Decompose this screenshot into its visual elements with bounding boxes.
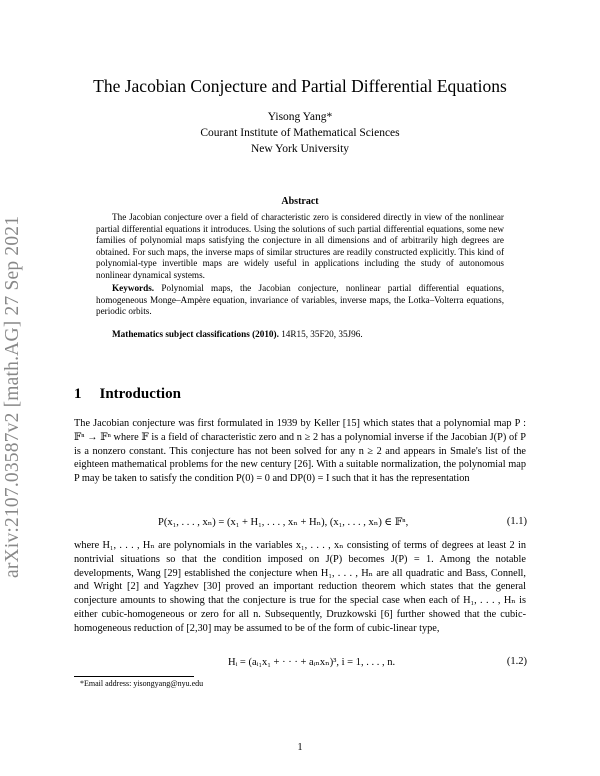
equation-1-1: P(x₁, . . . , xₙ) = (x₁ + H₁, . . . , xₙ + Hₙ), (x₁, . . . , xₙ) ∈ 𝔽ⁿ, bbox=[158, 517, 409, 528]
keywords-text: Polynomial maps, the Jacobian conjecture, nonlinear partial differential equations, homogeneous Monge–Ampère equation, invariance of variables, inverse maps, the Lotka–Volterra equations, periodic orbits. bbox=[96, 283, 505, 317]
page-number: 1 bbox=[297, 742, 303, 753]
footnote-email[interactable]: *Email address: yisongyang@nyu.edu bbox=[80, 679, 204, 688]
msc-label: Mathematics subject classifications (2010). bbox=[112, 329, 279, 339]
abstract-heading: Abstract bbox=[281, 196, 319, 207]
intro-paragraph-1: The Jacobian conjecture was first formulated in 1939 by Keller [15] which states that a polynomial map P : 𝔽ⁿ → 𝔽ⁿ where 𝔽 is a field of characteristic zero and n ≥ 2 has a polynomial inverse if the Jacobian J(P) of P is a nonzero constant. This conjecture has not been solved for any n ≥ 2 and appears in Smale's list of the eighteen mathematical problems for the new century [26]. With a suitable normalization, the polynomial map P may be taken to satisfy the condition P(0) = 0 and DP(0) = I such that it has the representation bbox=[74, 418, 526, 485]
section-title: Introduction bbox=[99, 386, 181, 402]
footnote-rule bbox=[74, 676, 194, 677]
keywords-block bbox=[96, 283, 504, 318]
section-number: 1 bbox=[74, 386, 82, 402]
msc-block bbox=[96, 329, 504, 341]
author-affiliation-1: Courant Institute of Mathematical Sciences bbox=[200, 127, 400, 139]
equation-1-1-number: (1.1) bbox=[506, 516, 527, 527]
equation-1-2-number: (1.2) bbox=[506, 656, 527, 667]
keywords-label: Keywords. bbox=[112, 283, 155, 293]
abstract-text: The Jacobian conjecture over a field of characteristic zero is considered directly in view of the nonlinear partial differential equations it introduces. Using the solutions of such partial differential equations, some new families of polynomial maps satisfying the conjecture in all dimensions and of arbitrarily high degrees are obtained. For such maps, the inverse maps of similar structures are readily constructed explicitly. This kind of polynomial-type invertible maps are widely useful in applications including the study of autonomous nonlinear dynamical systems. bbox=[96, 212, 504, 280]
intro-paragraph-2: where H₁, . . . , Hₙ are polynomials in the variables x₁, . . . , xₙ consisting of terms of degrees at least 2 in nontrivial situations so that the condition imposed on J(P) becomes J(P) = 1. Among the notable developments, Wang [29] established the conjecture when H₁, . . . , Hₙ are all quadratic and Bass, Connell, and Wright [2] and Yagzhev [30] proved an important reduction theorem which states that the general conjecture amounts to showing that the conjecture is true for the special case when each of H₁, . . . , Hₙ is either cubic-homogeneous or zero for all n. Subsequently, Druzkowski [6] further showed that the cubic-homogeneous reduction of [2,30] may be assumed to be of the form of cubic-linear type, bbox=[74, 540, 526, 634]
msc-text: 14R15, 35F20, 35J96. bbox=[281, 329, 363, 339]
section-heading bbox=[74, 386, 181, 403]
arxiv-identifier[interactable]: arXiv:2107.03587v2 [math.AG] 27 Sep 2021 bbox=[2, 215, 23, 578]
equation-1-2: Hᵢ = (aᵢ₁x₁ + · · · + aᵢₙxₙ)³, i = 1, . . . , n. bbox=[228, 657, 396, 668]
author-name: Yisong Yang* bbox=[267, 111, 333, 123]
paper-title: The Jacobian Conjecture and Partial Differential Equations bbox=[93, 76, 507, 96]
author-affiliation-2: New York University bbox=[250, 143, 350, 155]
